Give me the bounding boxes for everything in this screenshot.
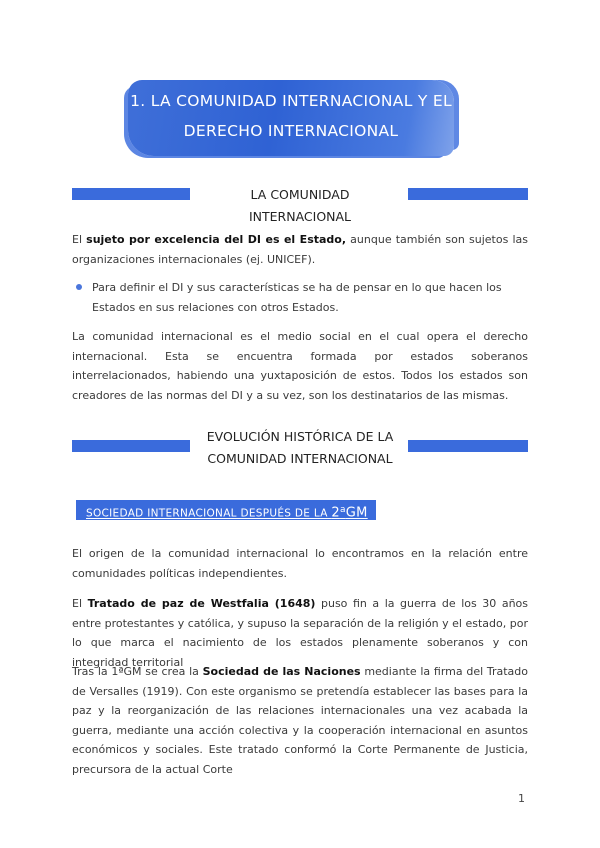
heading-line: COMUNIDAD INTERNACIONAL [207,451,393,466]
text-run: El [72,597,88,610]
chapter-title-line-1: 1. LA COMUNIDAD INTERNACIONAL Y EL [130,92,452,110]
text-run: Tras la 1ªGM se crea la [72,665,203,678]
bold-text: Tratado de paz de Westfalia (1648) [87,597,316,610]
text-run: mediante la firma del Tratado de Versalles (1919). Con este organismo se pretendía establecer las bases para la paz y la reorganización de las relaciones internacionales una vez acabada la guerra, mediante una acción colectiva y la cooperación internacional en asuntos económicos y sociales. Este tratado conformó la Corte Permanente de Justicia, precursora de la actual Corte [72,665,529,776]
bullet-text: Para definir el DI y sus características se ha de pensar en lo que hacen los Estados en sus relaciones con otros Estados. [92,281,502,314]
subheading-text: SOCIEDAD INTERNACIONAL DESPUÉS DE LA [86,507,332,520]
bold-text: Sociedad de las Naciones [202,665,361,678]
heading-bar-right [408,440,528,452]
heading-bar-left [72,188,190,200]
text-run: El [72,233,87,246]
bullet-dot-icon [76,284,82,290]
subheading-number: 2 [331,505,340,521]
paragraph-sociedad-naciones [72,662,528,779]
paragraph-sujeto [72,230,528,269]
heading-bar-left [72,440,190,452]
paragraph-comunidad: La comunidad internacional es el medio social en el cual opera el derecho internacional. Esta se encuentra formada por estados soberanos interrelacionados, habiendo una yuxtaposición de estos. Todos los estados son creadores de las normas del DI y a su vez, son los destinatarios de las mismas. [72,330,528,402]
chapter-title-line-2: DERECHO INTERNACIONAL [183,122,399,140]
subheading-sup: a [339,505,346,515]
paragraph-origen: El origen de la comunidad internacional lo encontramos en la relación entre comunidades políticas independientes. [72,547,528,580]
heading-line: EVOLUCIÓN HISTÓRICA DE LA [206,429,394,444]
paragraph-westfalia [72,594,528,672]
subheading-suffix: GM [345,505,368,521]
bold-text: sujeto por excelencia del DI es el Estado, [86,233,347,246]
page-number: 1 [518,792,525,805]
section-heading-evolucion [198,426,402,470]
heading-bar-right [408,188,528,200]
subheading-sociedad [76,500,376,520]
bullet-item [92,278,528,317]
section-heading-comunidad: LA COMUNIDAD INTERNACIONAL [248,187,352,224]
text-run: aunque también son sujetos las organizaciones internacionales (ej. UNICEF). [72,233,528,266]
chapter-title [128,86,454,146]
text-run: puso fin a la guerra de los 30 años entre protestantes y católica, y supuso la separación de la religión y el estado, por lo que marca el nacimiento de los estados plenamente soberanos y con integridad territorial [72,597,528,669]
